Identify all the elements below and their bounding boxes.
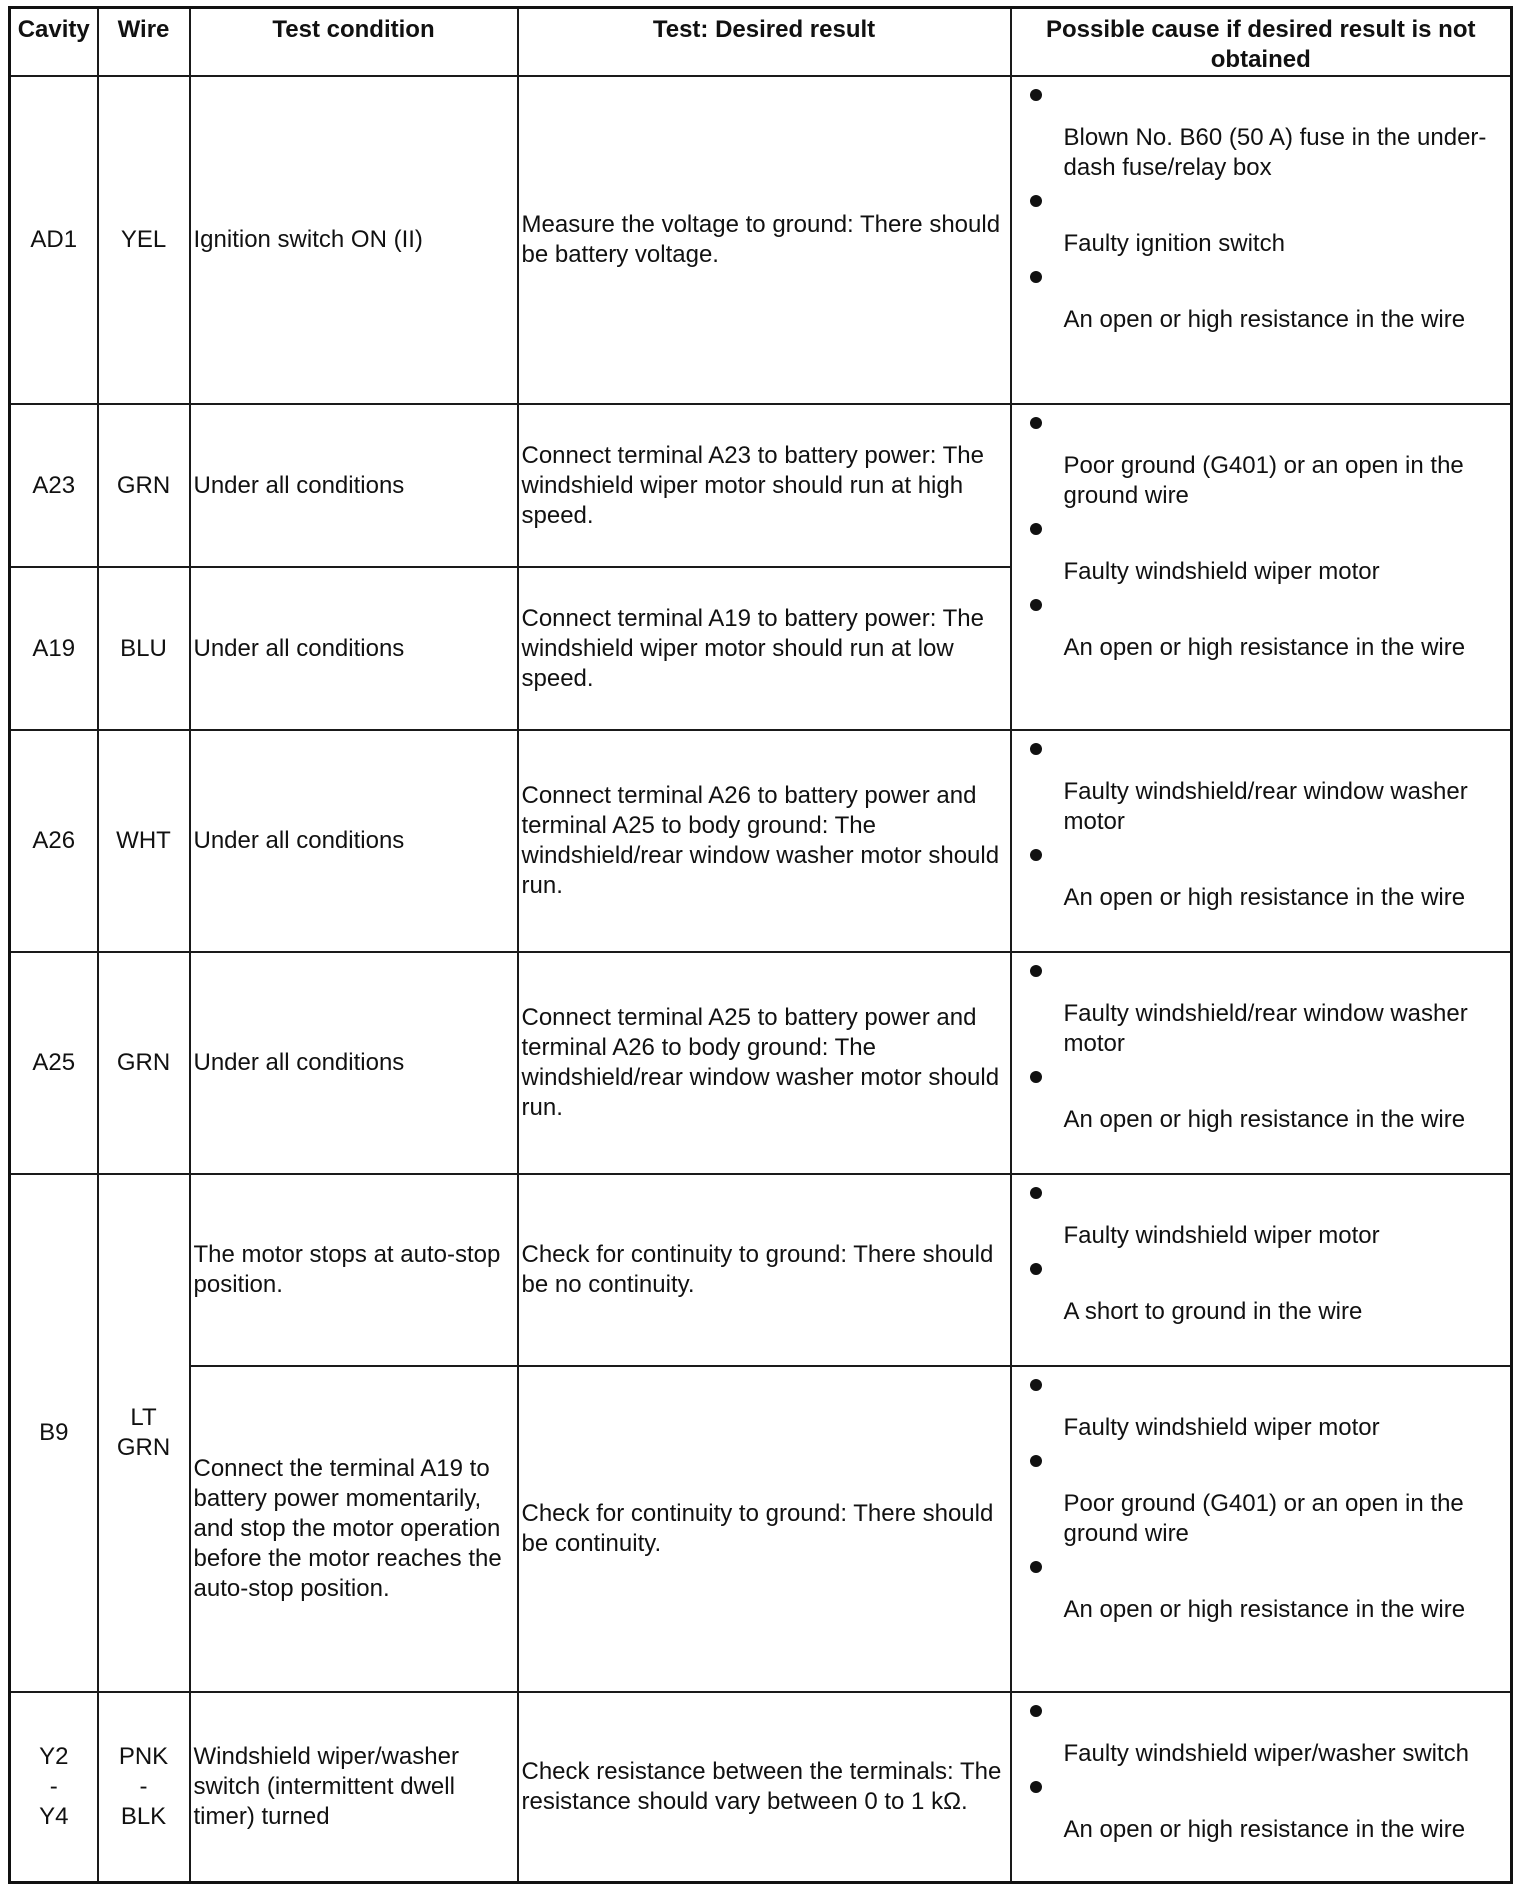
cause-text: An open or high resistance in the wire: [1063, 1106, 1466, 1133]
diagnostic-table: [8, 6, 1513, 1884]
cavity-cell: A26: [10, 730, 98, 952]
bullet-icon: [1030, 195, 1042, 207]
cause-text: An open or high resistance in the wire: [1063, 1596, 1466, 1623]
header-test-condition: Test condition: [190, 8, 518, 77]
table-row: [10, 1692, 1512, 1882]
condition-cell: The motor stops at auto-stop position.: [190, 1174, 518, 1366]
cause-text: Poor ground (G401) or an open in the ground wire: [1063, 1490, 1464, 1547]
list-item: [1030, 195, 1505, 259]
cause-cell: [1011, 1366, 1512, 1692]
table-row: [10, 1174, 1512, 1366]
list-item: [1030, 1187, 1505, 1251]
cause-text: An open or high resistance in the wire: [1063, 884, 1466, 911]
cause-list: [1030, 1187, 1505, 1327]
wire-cell: WHT: [98, 730, 190, 952]
cause-text: Faulty windshield wiper/washer switch: [1063, 1740, 1469, 1767]
list-item: [1030, 1379, 1505, 1443]
list-item: [1030, 271, 1505, 335]
wire-cell: BLU: [98, 567, 190, 730]
result-cell: Connect terminal A19 to battery power: The windshield wiper motor should run at low speed.: [518, 567, 1011, 730]
cause-text: Faulty windshield/rear window washer motor: [1063, 778, 1468, 835]
table-row: [10, 730, 1512, 952]
cause-text: Blown No. B60 (50 A) fuse in the under-dash fuse/relay box: [1063, 124, 1487, 181]
result-cell: Check for continuity to ground: There should be continuity.: [518, 1366, 1011, 1692]
cause-text: An open or high resistance in the wire: [1063, 306, 1466, 333]
bullet-icon: [1030, 1561, 1042, 1573]
condition-cell: Ignition switch ON (II): [190, 76, 518, 404]
wire-cell: [98, 1174, 190, 1692]
wire-cell: YEL: [98, 76, 190, 404]
cause-list: [1030, 1705, 1505, 1845]
result-cell: Connect terminal A25 to battery power and terminal A26 to body ground: The windshield/rear window washer motor should run.: [518, 952, 1011, 1174]
cavity-cell: AD1: [10, 76, 98, 404]
wire-bottom: BLK: [120, 1802, 167, 1830]
wire-cell: GRN: [98, 404, 190, 567]
cause-text: Poor ground (G401) or an open in the ground wire: [1063, 452, 1464, 509]
result-cell: Connect terminal A26 to battery power and terminal A25 to body ground: The windshield/rear window washer motor should run.: [518, 730, 1011, 952]
cavity-cell: [10, 1692, 98, 1882]
cavity-separator: -: [49, 1772, 58, 1800]
condition-cell: Windshield wiper/washer switch (intermittent dwell timer) turned: [190, 1692, 518, 1882]
cavity-cell: A19: [10, 567, 98, 730]
bullet-icon: [1030, 271, 1042, 283]
result-cell: Check for continuity to ground: There should be no continuity.: [518, 1174, 1011, 1366]
cause-cell: [1011, 404, 1512, 730]
cause-text: Faulty windshield wiper motor: [1063, 1414, 1380, 1441]
bullet-icon: [1030, 1263, 1042, 1275]
cause-text: Faulty ignition switch: [1063, 230, 1285, 257]
bullet-icon: [1030, 523, 1042, 535]
header-row: [10, 8, 1512, 77]
result-cell: Check resistance between the terminals: The resistance should vary between 0 to 1 kΩ.: [518, 1692, 1011, 1882]
list-item: [1030, 1561, 1505, 1625]
condition-cell: Under all conditions: [190, 730, 518, 952]
bullet-icon: [1030, 743, 1042, 755]
list-item: [1030, 1781, 1505, 1845]
list-item: [1030, 599, 1505, 663]
wire-top: PNK: [118, 1742, 169, 1770]
header-possible-cause: Possible cause if desired result is not obtained: [1011, 8, 1512, 77]
bullet-icon: [1030, 1071, 1042, 1083]
table-row: [10, 952, 1512, 1174]
bullet-icon: [1030, 417, 1042, 429]
header-desired-result: Test: Desired result: [518, 8, 1011, 77]
cavity-cell: A23: [10, 404, 98, 567]
bullet-icon: [1030, 599, 1042, 611]
bullet-icon: [1030, 849, 1042, 861]
condition-cell: Under all conditions: [190, 567, 518, 730]
cause-text: An open or high resistance in the wire: [1063, 634, 1466, 661]
list-item: [1030, 523, 1505, 587]
cause-list: [1030, 89, 1505, 335]
list-item: [1030, 1263, 1505, 1327]
list-item: [1030, 743, 1505, 837]
cause-list: [1030, 743, 1505, 913]
result-cell: Connect terminal A23 to battery power: The windshield wiper motor should run at high speed.: [518, 404, 1011, 567]
wire-cell: GRN: [98, 952, 190, 1174]
list-item: [1030, 1071, 1505, 1135]
bullet-icon: [1030, 1781, 1042, 1793]
cause-list: [1030, 965, 1505, 1135]
cause-cell: [1011, 1174, 1512, 1366]
table-row: [10, 1366, 1512, 1692]
wire-separator: -: [139, 1772, 148, 1800]
cavity-top: Y2: [39, 1742, 69, 1770]
cause-text: A short to ground in the wire: [1063, 1298, 1363, 1325]
cavity-bottom: Y4: [39, 1802, 69, 1830]
wire-cell: [98, 1692, 190, 1882]
cause-cell: [1011, 76, 1512, 404]
condition-cell: Connect the terminal A19 to battery power momentarily, and stop the motor operation before the motor reaches the auto-stop position.: [190, 1366, 518, 1692]
cavity-cell: B9: [10, 1174, 98, 1692]
cause-cell: [1011, 1692, 1512, 1882]
list-item: [1030, 1455, 1505, 1549]
list-item: [1030, 89, 1505, 183]
header-wire: Wire: [98, 8, 190, 77]
cause-list: [1030, 1379, 1505, 1625]
cause-cell: [1011, 952, 1512, 1174]
condition-cell: Under all conditions: [190, 952, 518, 1174]
cause-text: An open or high resistance in the wire: [1063, 1816, 1466, 1843]
list-item: [1030, 417, 1505, 511]
bullet-icon: [1030, 1379, 1042, 1391]
bullet-icon: [1030, 965, 1042, 977]
list-item: [1030, 965, 1505, 1059]
diagnostic-table-wrapper: [8, 6, 1510, 1882]
bullet-icon: [1030, 1187, 1042, 1199]
cause-text: Faulty windshield/rear window washer motor: [1063, 1000, 1468, 1057]
wire-label: LT GRN: [116, 1404, 171, 1461]
bullet-icon: [1030, 89, 1042, 101]
table-row: [10, 76, 1512, 404]
cause-cell: [1011, 730, 1512, 952]
cause-text: Faulty windshield wiper motor: [1063, 558, 1380, 585]
cause-text: Faulty windshield wiper motor: [1063, 1222, 1380, 1249]
cavity-cell: A25: [10, 952, 98, 1174]
table-row: [10, 404, 1512, 567]
list-item: [1030, 849, 1505, 913]
result-cell: Measure the voltage to ground: There should be battery voltage.: [518, 76, 1011, 404]
bullet-icon: [1030, 1455, 1042, 1467]
cause-list: [1030, 417, 1505, 663]
condition-cell: Under all conditions: [190, 404, 518, 567]
bullet-icon: [1030, 1705, 1042, 1717]
list-item: [1030, 1705, 1505, 1769]
header-cavity: Cavity: [10, 8, 98, 77]
